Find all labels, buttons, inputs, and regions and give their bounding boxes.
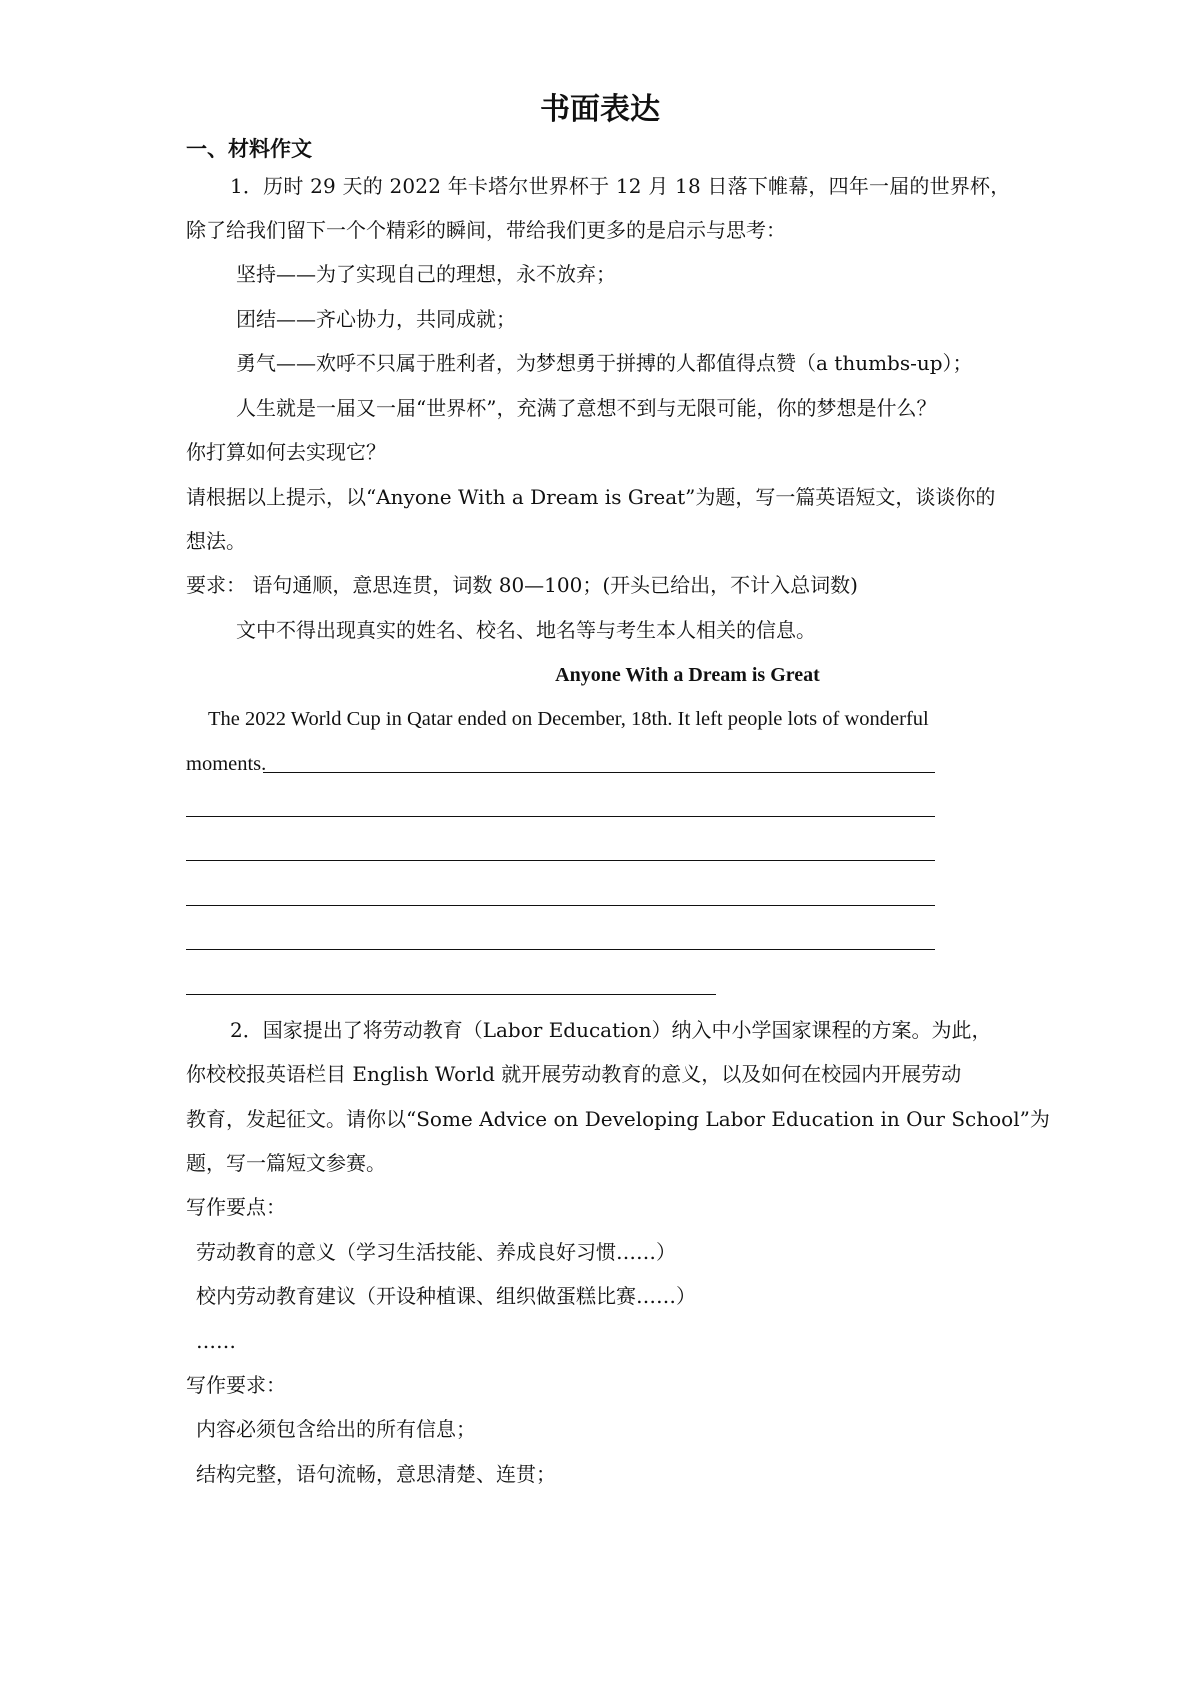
essay-opening-line-2: moments. <box>186 753 267 775</box>
q1-task-line-2: 想法。 <box>186 529 246 553</box>
q1-question-line-1: 人生就是一届又一届“世界杯”，充满了意想不到与无限可能，你的梦想是什么？ <box>236 396 937 420</box>
q1-requirement-1: 要求： 语句通顺，意思连贯，词数 80—100；(开头已给出，不计入总词数) <box>186 573 858 597</box>
q2-intro-line-2: 你校校报英语栏目 English World 就开展劳动教育的意义，以及如何在校园内开展劳动 <box>186 1062 962 1086</box>
answer-line[interactable] <box>186 949 935 950</box>
q1-intro-line-1: 1．历时 29 天的 2022 年卡塔尔世界杯于 12 月 18 日落下帷幕，四年一届的世界杯， <box>230 174 1011 198</box>
q2-points-ellipsis: …… <box>196 1329 236 1353</box>
q2-intro-line-1: 2．国家提出了将劳动教育（Labor Education）纳入中小学国家课程的方案。为此， <box>230 1018 992 1042</box>
q2-point-2: 校内劳动教育建议（开设种植课、组织做蛋糕比赛……） <box>196 1284 696 1308</box>
answer-line[interactable] <box>186 994 716 995</box>
q2-points-heading: 写作要点： <box>186 1195 286 1219</box>
q2-intro-line-4: 题，写一篇短文参赛。 <box>186 1151 386 1175</box>
page-title: 书面表达 <box>540 92 660 127</box>
q1-point-courage: 勇气——欢呼不只属于胜利者，为梦想勇于拼搏的人都值得点赞（a thumbs-up）； <box>236 351 973 375</box>
q2-point-1: 劳动教育的意义（学习生活技能、养成良好习惯……） <box>196 1240 676 1264</box>
answer-line[interactable] <box>263 772 935 773</box>
answer-line[interactable] <box>186 816 935 817</box>
q2-requirement-1: 内容必须包含给出的所有信息； <box>196 1417 476 1441</box>
q1-intro-line-2: 除了给我们留下一个个精彩的瞬间，带给我们更多的是启示与思考： <box>186 218 786 242</box>
section-heading: 一、材料作文 <box>186 137 312 161</box>
q2-requirements-heading: 写作要求： <box>186 1373 286 1397</box>
essay-title: Anyone With a Dream is Great <box>555 664 820 686</box>
answer-line[interactable] <box>186 905 935 906</box>
q1-point-unity: 团结——齐心协力，共同成就； <box>236 307 516 331</box>
q2-requirement-2: 结构完整，语句流畅，意思清楚、连贯； <box>196 1462 556 1486</box>
q1-requirement-2: 文中不得出现真实的姓名、校名、地名等与考生本人相关的信息。 <box>236 618 816 642</box>
q1-point-persistence: 坚持——为了实现自己的理想，永不放弃； <box>236 262 616 286</box>
q1-question-line-2: 你打算如何去实现它？ <box>186 440 386 464</box>
q1-task-line-1: 请根据以上提示，以“Anyone With a Dream is Great”为题，写一篇英语短文，谈谈你的 <box>186 485 996 509</box>
q2-intro-line-3: 教育，发起征文。请你以“Some Advice on Developing Labor Education in Our School”为 <box>186 1107 1050 1131</box>
essay-opening-line-1: The 2022 World Cup in Qatar ended on December, 18th. It left people lots of wonderful <box>208 708 929 730</box>
answer-line[interactable] <box>186 860 935 861</box>
